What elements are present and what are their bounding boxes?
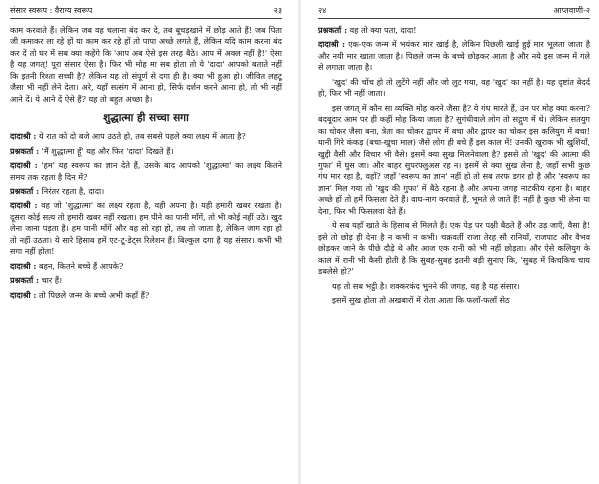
right-page-body [318,25,590,306]
speaker-label: दादाश्री : [318,39,345,50]
right-page [318,0,590,484]
dialogue-line [10,261,282,272]
dialogue-line [318,25,590,36]
dialogue-text: एक-एक जन्म में भयंकर मार खाई है, लेकिन पिछली खाई हुई मार भूलता जाता है और नयी मार खाता जाता है। पिछले जन्म के बच्चे छोड़कर आता है और नये इस जन्म में गले से लगाता जाता है। [318,39,590,73]
dialogue-line [10,131,282,142]
speaker-label: दादाश्री : [10,131,37,142]
dialogue-text: तो पिछले जन्म के बच्चे अभी कहाँ हैं? [39,289,150,300]
dialogue-text: 'मैं शुद्धात्मा हूँ' यह और फिर 'दादा' दिखते हैं। [41,145,174,156]
page-number: २४ [318,6,327,15]
dialogue-text: वह जो 'शुद्धात्मा' का लक्ष्य रहता है, वही अपना है। यही हमारी खबर रखता है। दूसरा कोई सत्य तो हमारी खबर नहीं रखता। हम पीने का पानी माँगें, तो भी कोई नहीं उठे। खुद लेना जाना पड़ता है। हम पानी माँगें और वह सो रहा हो, तब तो जाता है, लेकिन जाग रहा हो तो नहीं उठता। ये सारे हिसाब हमें एट-टू-डेट्स रिलेशन हैं। बिल्कुल दगा है यह संसार। कभी भी सगा नहीं होता! [10,200,282,257]
speaker-label: दादाश्री : [10,200,38,211]
section-heading: शुद्धात्मा ही सच्चा सगा [103,112,189,125]
paragraph: इसमें सुख होता तो अखबारों में रोता आता कि फलाँ-फलाँ सेठ [332,294,510,305]
speaker-label: दादाश्री : [10,260,37,271]
left-page-body [10,25,282,301]
speaker-label: प्रश्नकर्ता : [10,145,40,156]
paragraph: यह तो सब भट्ठी है। शक्करकंद भुनने की जगह, यह है यह संसार। [332,280,520,291]
dialogue-text: 'हम' यह स्वरूप का ज्ञान देते हैं, उसके बाद आपको 'शुद्धात्मा' का लक्ष्य कितने समय तक रहता है दिन में? [10,160,282,182]
dialogue-text: ये रात को दो बजे आप उठते हो, तब सबसे पहले क्या लक्ष्य में आता है? [39,131,246,142]
running-title: आप्तवाणी-२ [553,6,590,15]
dialogue-text: निरंतर रहता है, दादा। [41,185,105,196]
page-number: २३ [273,6,282,15]
dialogue-line [10,200,282,257]
dialogue-text: वह तो क्या पता, दादा! [349,25,417,35]
dialogue-line [10,290,282,301]
left-page-header [10,4,282,19]
speaker-label: दादाश्री : [10,289,37,300]
paragraph: काम करवाते हैं। लेकिन जब वह चलाना बंद कर दे, तब बूचड़खाने में छोड़ आते हैं! जब पिता जी कमाकर ला रहे हों या काम कर रहे हों तो पापा अच्छे लगते हैं, लेकिन यदि काम करना बंद कर दें तो घर में सब क्या कहेंगे कि 'आप अब ऐसे इस तरह बैठे। आप में अक्ल नहीं है!' ऐसा है यह जगत्! पूरा संसार ऐसा है। फिर भी मोह मा सब होता तो ये 'दादा' आपको बताते नहीं कि इतनी रिश्ता सच्ची है? लेकिन यह तो संपूर्ण से दगा ही है। क्या भी हुआ हो। जीवित लहटू जैसा भी नहीं लेने देता। अरे, यहाँ सत्संग में आना हो, सिर्फ दर्शन करने आना हो, तो भी नहीं आने दें। ये आने दें ऐसे हैं? यह तो बहुत अच्छा है। [10,25,282,104]
dialogue-text: चार हैं। [41,275,63,286]
dialogue-line [318,39,590,73]
paragraph: इस जगत् में कौन सा व्यक्ति मोह करने जैसा है? ये गंध मारते हैं, उन पर मोह क्या करना? बदबूदार आम पर ही कहीं मोह किया जाता है? सुगंधीवाले लोग तो सद्गुण में थे। लेकिन सतयुग का चोकर जैसा बना, त्रेता का चोकर द्वापर में बचा और द्वापर का चोकर इस कलियुग में बचा! यानी गिरे कंकड़ (बचा-खुचा माल) जैसे लोग ही बचे हैं इस काल में! उनकी खुराक भी खुशियाँ, खुद्दी वैसी और विचार भी वैसे। इसमें क्या सुख मिलनेवाला है? इससे तो 'खुद' की आत्मा की गुफा' में घुस जा। और बाहर सुपरफ्लुअस रह न। इसमें से क्या सुख लेना है, जहाँ सभी कुछ गंध मार रहा है, वहाँ? जहाँ 'स्वरूप का ज्ञान' नहीं हो तो सब तरफ डगर हो है और 'स्वरूप का ज्ञान' मिल गया तो 'खुद की गुफा' में बैठे रहना है और अपना जगह नाटकीय रहना है। बाहर अच्छे हों तो हमें फिसला देते हैं। वाघ-नाग करवाते हैं, भूमते ले जाते हैं! नहीं है कुछ भी लेना या देना, फिर भी फिसलवा देते हैं। [318,102,590,216]
speaker-label: दादाश्री : [10,160,38,171]
dialogue-line [10,275,282,286]
dialogue-text: बहन, कितने बच्चे हैं आपके? [39,260,124,271]
dialogue-line [10,186,282,197]
book-gutter [298,0,301,484]
speaker-label: प्रश्नकर्ता : [318,25,348,35]
left-page [10,0,282,484]
dialogue-line [10,160,282,183]
right-page-header [318,4,590,19]
speaker-label: प्रश्नकर्ता : [10,185,40,196]
paragraph: 'खुद' की चोंच हो तो लुटेंगे नहीं और जो लुट गया, वह 'खुद' का नहीं है। यह दृष्टांत बेदर्द हो, फिर भी नहीं जाता। [318,76,590,99]
running-title: संसार स्वरूप : वैराग्य स्वरूप [10,6,93,15]
paragraph: ये सब यहाँ खाते के हिसाब से मिलते हैं। एक पेड़ पर पक्षी बैठते हैं और उड़ जाएँ, वैसा है! इसे तो छोड़ ही देना है न कभी न कभी। चक्रवर्ती राजा तेरह सौ रानियाँ, राजपाट और वैभव छोड़कर जाने के पीछे दौड़े थे और आज एक रानी को भी नहीं छोड़ता। और ऐसे कलियुग के काल में रानी भी कैसी होती है कि सुबह-सुबह इतनी बड़ी सुनाए कि, 'सुबह में किचकिच चाय डबलेसे हो?' [318,220,590,277]
dialogue-line [10,146,282,157]
speaker-label: प्रश्नकर्ता : [10,275,40,286]
